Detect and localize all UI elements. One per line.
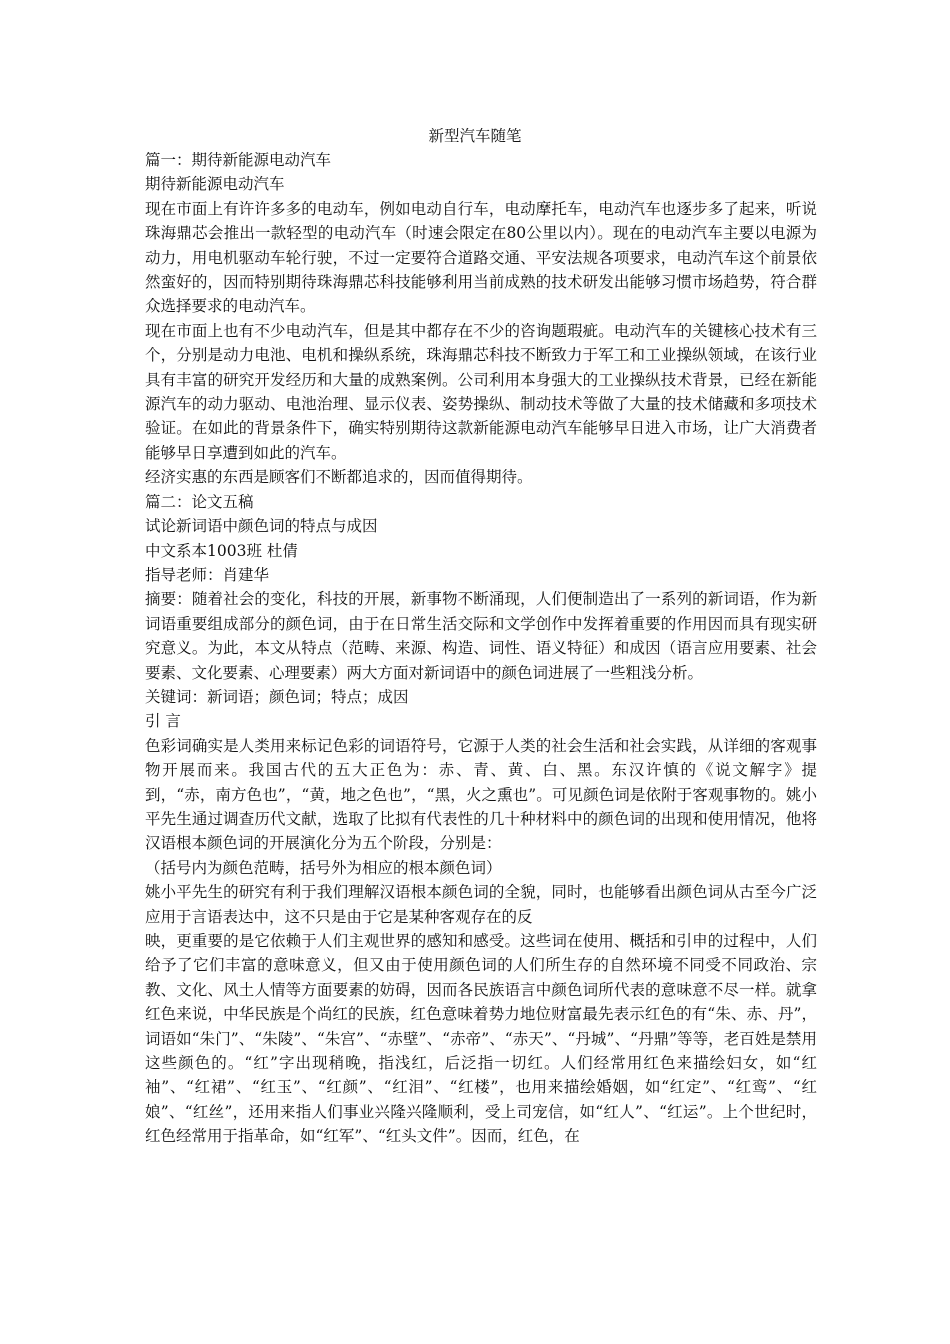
paragraph: 姚小平先生的研究有利于我们理解汉语根本颜色词的全貌，同时，也能够看出颜色词从古至今广泛应用于言语表达中，这不只是由于它是某种客观存在的反	[145, 883, 817, 926]
document-body	[145, 148, 817, 1149]
paragraph: 映，更重要的是它依赖于人们主观世界的感知和感受。这些词在使用、概括和引申的过程中，人们给予了它们丰富的意味意义，但又由于使用颜色词的人们所生存的自然环境不同受不同政治、宗教、文化、风土人情等方面要素的妨碍，因而各民族语言中颜色词所代表的意味意不尽一样。就拿红色来说，中华民族是个尚红的民族，红色意味着势力地位财富最先表示红色的有“朱、赤、丹”，词语如“朱门”、“朱陵”、“朱宫”、“赤壁”、“赤帝”、“赤天”、“丹城”、“丹鼎”等等，老百姓是禁用这些颜色的。“红”字出现稍晚，指浅红，后泛指一切红。人们经常用红色来描绘妇女，如“红袖”、“红裙”、“红玉”、“红颜”、“红泪”、“红楼”，也用来描绘婚姻，如“红定”、“红鸾”、“红娘”、“红丝”，还用来指人们事业兴隆兴隆顺利，受上司宠信，如“红人”、“红运”。上个世纪时，红色经常用于指革命，如“红军”、“红头文件”。因而，红色，在	[145, 932, 817, 1146]
author-line: 中文系本1003班 杜倩	[145, 541, 298, 560]
paper-title: 试论新词语中颜色词的特点与成因	[145, 517, 378, 536]
keywords: 关键词：新词语；颜色词；特点；成因	[145, 687, 409, 706]
paragraph: 现在市面上也有不少电动汽车，但是其中都存在不少的咨询题瑕疵。电动汽车的关键核心技术有三个，分别是动力电池、电机和操纵系统，珠海鼎芯科技不断致力于军工和工业操纵领域，在该行业具有丰富的研究开发经历和大量的成熟案例。公司利用本身强大的工业操纵技术背景，已经在新能源汽车的动力驱动、电池治理、显示仪表、姿势操纵、制动技术等做了大量的技术储藏和多项技术验证。在如此的背景条件下，确实特别期待这款新能源电动汽车能够早日进入市场，让广大消费者能够早日享遭到如此的汽车。	[145, 321, 817, 462]
paragraph: （括号内为颜色范畴，括号外为相应的根本颜色词）	[145, 858, 502, 877]
abstract: 摘要：随着社会的变化，科技的开展，新事物不断涌现，人们便制造出了一系列的新词语，作为新词语重要组成部分的颜色词，由于在日常生活交际和文学创作中发挥着重要的作用因而具有现实研究意义。为此，本文从特点（范畴、来源、构造、词性、语义特征）和成因（语言应用要素、社会要素、文化要素、心理要素）两大方面对新词语中的颜色词进展了一些粗浅分析。	[145, 590, 817, 682]
paragraph: 色彩词确实是人类用来标记色彩的词语符号，它源于人类的社会生活和社会实践，从详细的客观事物开展而来。我国古代的五大正色为：赤、青、黄、白、黑。东汉许慎的《说文解字》提到，“赤，南方色也”，“黄，地之色也”，“黑，火之熏也”。可见颜色词是依附于客观事物的。姚小平先生通过调查历代文献，选取了比拟有代表性的几十种材料中的颜色词的出现和使用情况，他将汉语根本颜色词的开展演化分为五个阶段，分别是：	[145, 736, 817, 853]
paragraph: 现在市面上有许许多多的电动车，例如电动自行车，电动摩托车，电动汽车也逐步多了起来，听说珠海鼎芯会推出一款轻型的电动汽车（时速会限定在80公里以内）。现在的电动汽车主要以电源为动力，用电机驱动车轮行驶，不过一定要符合道路交通、平安法规各项要求，电动汽车这个前景依然蛮好的，因而特别期待珠海鼎芯科技能够利用当前成熟的技术研发出能够习惯市场趋势，符合群众选择要求的电动汽车。	[145, 199, 817, 316]
section-heading: 篇一：期待新能源电动汽车	[145, 151, 332, 169]
article-heading: 期待新能源电动汽车	[145, 175, 285, 194]
paragraph: 经济实惠的东西是顾客们不断都追求的，因而值得期待。	[145, 468, 533, 487]
intro-heading: 引 言	[145, 712, 181, 731]
advisor-line: 指导老师：肖建华	[145, 565, 270, 584]
document-title: 新型汽车随笔	[428, 127, 522, 145]
section-heading: 篇二：论文五稿	[145, 492, 254, 511]
